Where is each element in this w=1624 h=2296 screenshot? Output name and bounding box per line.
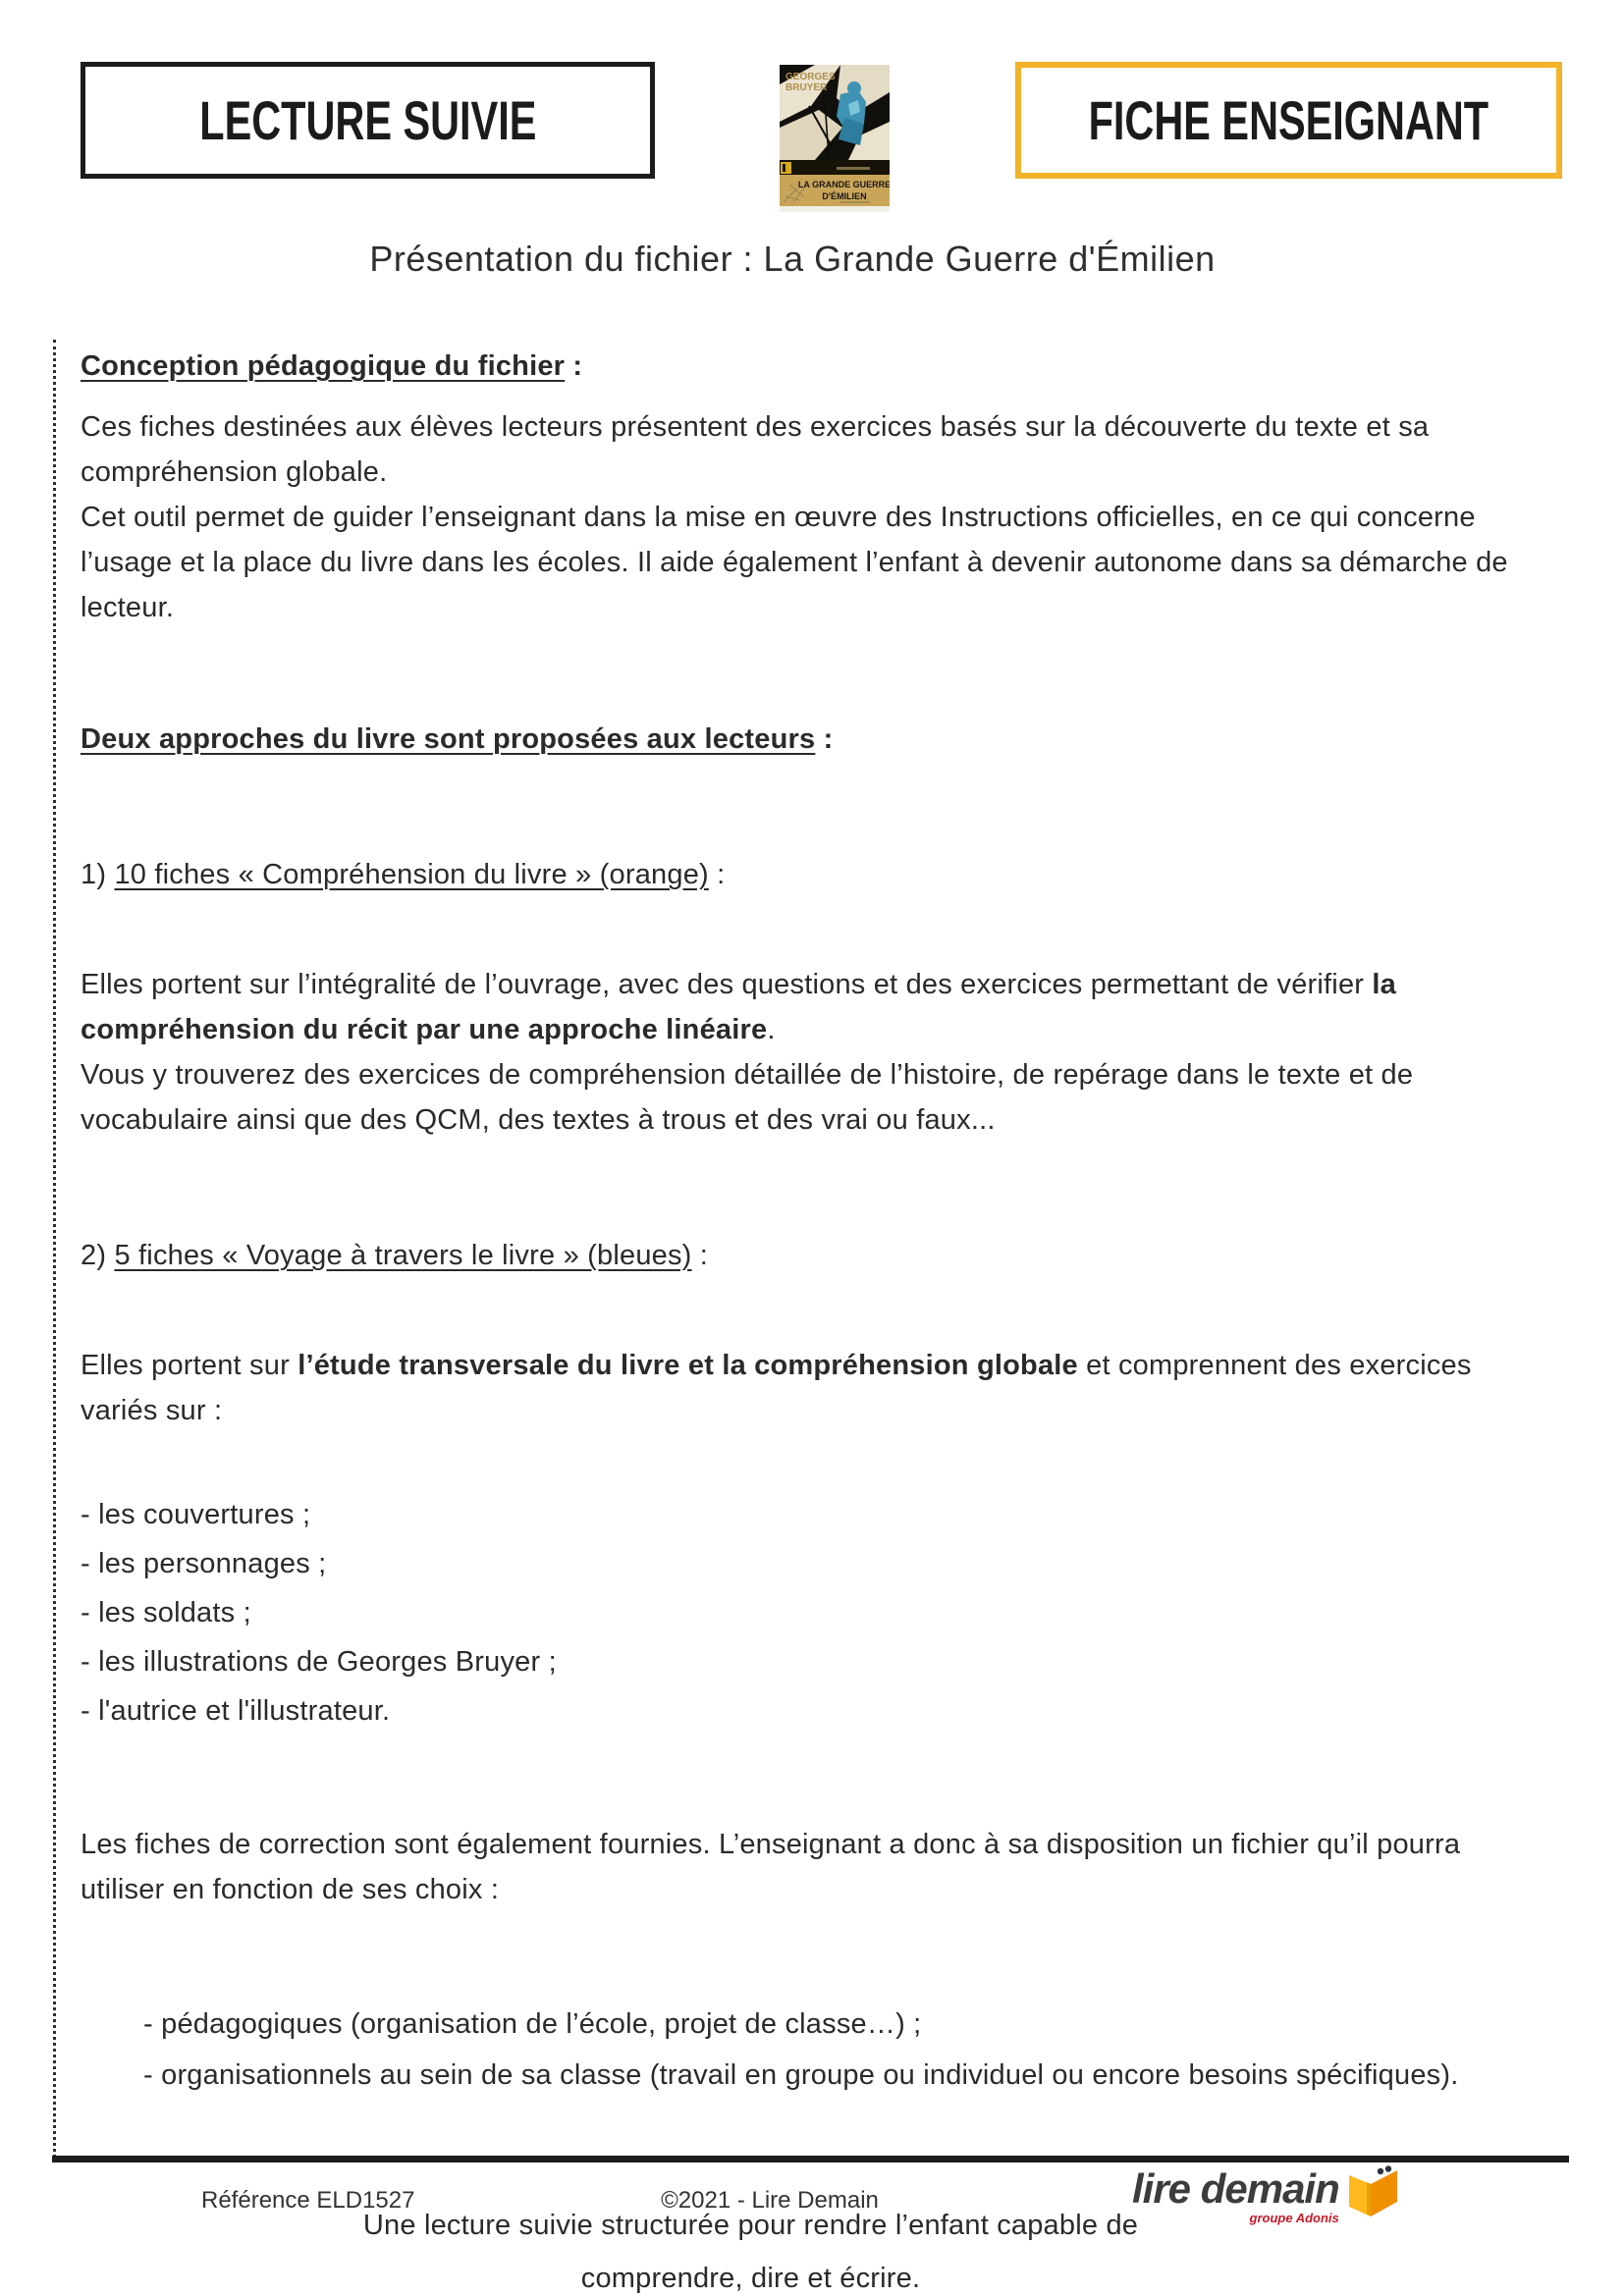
book-cover-illustration — [780, 65, 890, 212]
open-book-icon — [1343, 2163, 1402, 2227]
footer-divider — [52, 2156, 1569, 2163]
book-cover-image — [780, 65, 890, 212]
item-2-heading — [81, 1233, 1539, 1278]
paragraph-etude-end: et comprennent des exercices variés sur : — [81, 1350, 1472, 1426]
choices-list — [81, 1999, 1539, 2101]
paragraph-outil-enseignant: Cet outil permet de guider l’enseignant dans la mise en œuvre des Instructions officielles, en ce qui concerne l’usage et la place du livre dans les écoles. Il aide également l’enfant à devenir autonome dans sa démarche de lecteur. — [81, 502, 1508, 623]
item-1-heading — [81, 852, 1539, 897]
section-heading-deux-approches — [81, 717, 1539, 762]
paragraph-integralite-end: . — [767, 1014, 776, 1045]
lire-demain-logo-subtext: groupe Adonis — [1249, 2211, 1339, 2225]
item-2-title: 5 fiches « Voyage à travers le livre » (bleues) — [114, 1240, 692, 1271]
lecture-suivie-label: LECTURE SUIVIE — [198, 89, 537, 151]
footer-reference: Référence ELD1527 — [201, 2187, 415, 2214]
page-title: Présentation du fichier : La Grande Guerre d'Émilien — [369, 239, 1216, 279]
lire-demain-logo-text: lire demain — [1132, 2165, 1339, 2212]
footer-copyright: ©2021 - Lire Demain — [661, 2187, 879, 2214]
section-heading-conception — [81, 344, 1539, 389]
fiche-enseignant-box — [1015, 62, 1562, 179]
paragraph-fiches-correction: Les fiches de correction sont également fournies. L’enseignant a donc à sa disposition un fichier qu’il pourra utiliser en fonction de ses choix : — [81, 1829, 1461, 1905]
lecture-suivie-box — [81, 62, 655, 179]
section-heading-conception-colon: : — [565, 350, 583, 382]
list-item: - organisationnels au sein de sa classe (travail en groupe ou individuel ou encore besoins spécifiques). — [143, 2059, 1459, 2091]
lire-demain-logo-text-wrap — [1132, 2167, 1339, 2225]
item-2-number: 2) — [81, 1240, 115, 1271]
paragraph-integralite-start: Elles portent sur l’intégralité de l’ouvrage, avec des questions et des exercices permettant de vérifier — [81, 969, 1373, 1000]
paragraph-fiches-destinees: Ces fiches destinées aux élèves lecteurs présentent des exercices basés sur la découverte du texte et sa compréhension globale. — [81, 411, 1430, 488]
paragraph-etude-start: Elles portent sur — [81, 1350, 298, 1381]
paragraph-etude-bold: l’étude transversale du livre et la compréhension globale — [298, 1350, 1078, 1381]
cover-title-line1: LA GRANDE GUERRE — [797, 180, 890, 189]
list-item: - les personnages ; — [81, 1548, 327, 1579]
item-1-number: 1) — [81, 859, 115, 890]
paragraph-integralite-bold: la compréhension du récit par une approche linéaire — [81, 969, 1396, 1045]
left-dotted-border — [53, 340, 56, 2158]
section-heading-conception-text: Conception pédagogique du fichier — [81, 350, 566, 382]
section-heading-deux-approches-colon: : — [815, 723, 834, 755]
list-item: - les couvertures ; — [81, 1499, 311, 1530]
list-item: - les soldats ; — [81, 1597, 251, 1629]
fiche-enseignant-label: FICHE ENSEIGNANT — [1088, 89, 1489, 151]
cover-author-line2: BRUYER — [785, 82, 828, 93]
list-item: - pédagogiques (organisation de l’école, projet de classe…) ; — [143, 2008, 922, 2040]
paragraph-integralite — [81, 962, 1539, 1052]
paragraph-etude-transversale — [81, 1343, 1539, 1433]
item-1-title: 10 fiches « Compréhension du livre » (orange) — [114, 859, 709, 890]
cover-author-line1: GEORGES — [785, 72, 836, 82]
item-1-colon: : — [708, 859, 726, 890]
closing-line: comprendre, dire et écrire. — [580, 2263, 921, 2294]
lire-demain-logo — [1132, 2167, 1402, 2227]
themes-list — [81, 1490, 1539, 1735]
document-body — [81, 344, 1539, 2296]
cover-title-line2: D'ÉMILIEN — [822, 191, 867, 201]
closing-line: Une lecture suivie structurée pour rendre l’enfant capable de — [362, 2210, 1139, 2241]
paragraph-vous-y-trouverez: Vous y trouverez des exercices de compréhension détaillée de l’histoire, de repérage dans le texte et de vocabulaire ainsi que des QCM, des textes à trous et des vrai ou faux... — [81, 1059, 1414, 1136]
item-2-colon: : — [691, 1240, 709, 1271]
list-item: - l'autrice et l'illustrateur. — [81, 1695, 391, 1727]
section-heading-deux-approches-text: Deux approches du livre sont proposées aux lecteurs — [81, 723, 816, 755]
list-item: - les illustrations de Georges Bruyer ; — [81, 1646, 557, 1678]
